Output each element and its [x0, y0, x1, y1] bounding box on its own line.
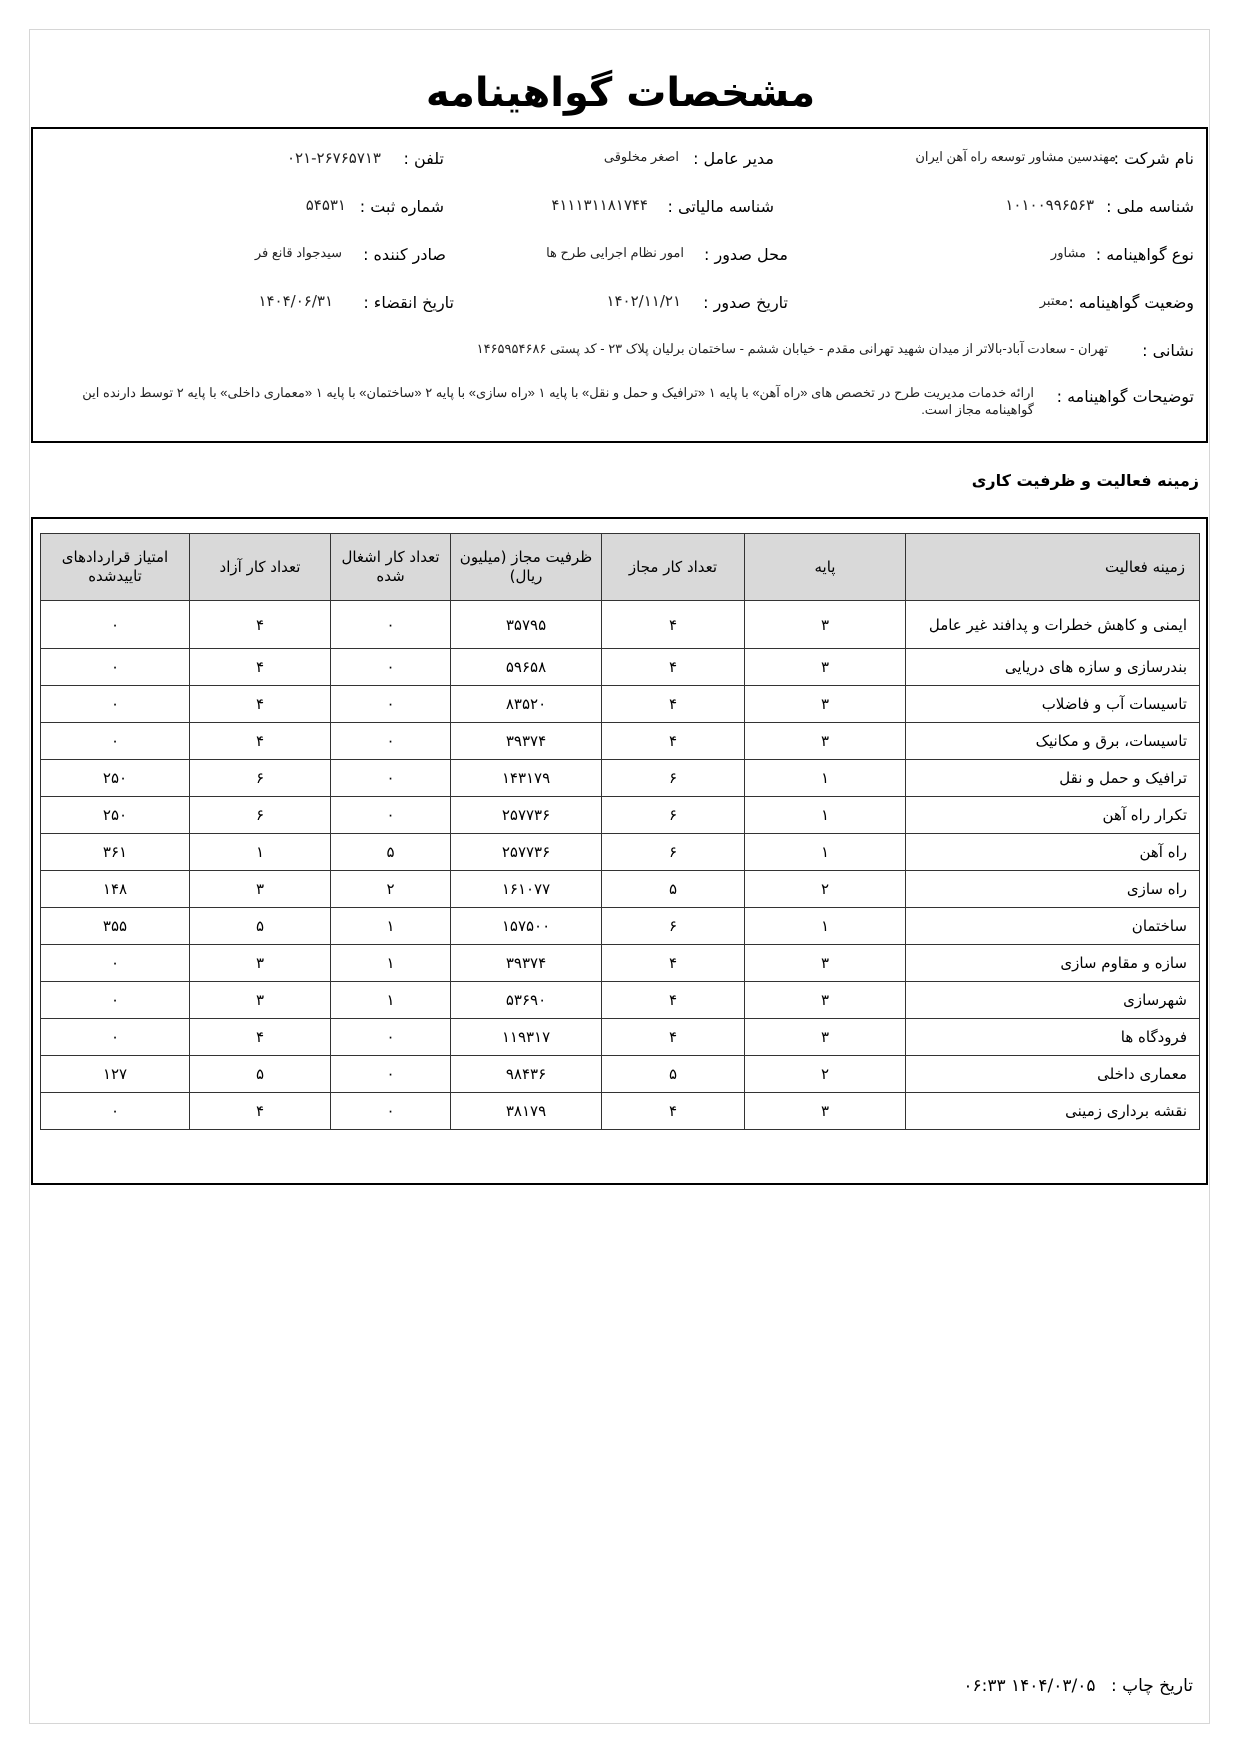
cell-free-jobs: ۶: [190, 797, 331, 834]
cell-free-jobs: ۴: [190, 723, 331, 760]
certificate-page: [29, 29, 1210, 1724]
national-id-label: شناسه ملی :: [1106, 197, 1194, 216]
cell-allowed-capacity: ۳۵۷۹۵: [451, 601, 602, 649]
certificate-type-value: مشاور: [1050, 245, 1086, 260]
issuer-value: سیدجواد قانع فر: [254, 245, 342, 260]
cell-occupied-jobs: ۰: [331, 797, 451, 834]
cell-approved-contract-score: ۰: [41, 649, 190, 686]
cell-free-jobs: ۳: [190, 871, 331, 908]
cell-occupied-jobs: ۱: [331, 982, 451, 1019]
cell-grade: ۳: [745, 601, 906, 649]
expiry-date-value: ۱۴۰۴/۰۶/۳۱: [258, 292, 333, 310]
cell-grade: ۳: [745, 1019, 906, 1056]
table-row: [41, 982, 1200, 1019]
cell-approved-contract-score: ۰: [41, 945, 190, 982]
table-row: [41, 649, 1200, 686]
activity-table-box: [31, 517, 1208, 1185]
table-row: [41, 601, 1200, 649]
table-row: [41, 797, 1200, 834]
cell-approved-contract-score: ۲۵۰: [41, 760, 190, 797]
issue-place-value: امور نظام اجرایی طرح ها: [546, 245, 684, 260]
cell-allowed-jobs: ۵: [602, 871, 745, 908]
cell-occupied-jobs: ۰: [331, 1019, 451, 1056]
cell-activity: راه آهن: [906, 834, 1200, 871]
cell-grade: ۳: [745, 649, 906, 686]
cell-free-jobs: ۴: [190, 601, 331, 649]
expiry-date-label: تاریخ انقضاء :: [363, 293, 454, 312]
page-title: مشخصات گواهینامه: [425, 70, 816, 116]
description-label: توضیحات گواهینامه :: [1056, 387, 1194, 406]
table-row: [41, 1019, 1200, 1056]
cell-occupied-jobs: ۵: [331, 834, 451, 871]
section-title: زمینه فعالیت و ظرفیت کاری: [971, 471, 1199, 490]
address-label: نشانی :: [1142, 341, 1194, 360]
registration-no-value: ۵۴۵۳۱: [305, 196, 346, 214]
issue-date-value: ۱۴۰۲/۱۱/۲۱: [606, 292, 681, 310]
managing-director-label: مدیر عامل :: [693, 149, 774, 168]
cell-free-jobs: ۶: [190, 760, 331, 797]
cell-allowed-jobs: ۴: [602, 1019, 745, 1056]
header-free-jobs: تعداد کار آزاد: [190, 534, 331, 601]
cell-occupied-jobs: ۰: [331, 1056, 451, 1093]
header-approved-contract-score: امتیاز قراردادهای تاییدشده: [41, 534, 190, 601]
issuer-label: صادر کننده :: [363, 245, 446, 264]
cell-occupied-jobs: ۰: [331, 686, 451, 723]
cell-occupied-jobs: ۰: [331, 649, 451, 686]
table-row: [41, 908, 1200, 945]
registration-no-label: شماره ثبت :: [359, 197, 444, 216]
cell-allowed-capacity: ۵۳۶۹۰: [451, 982, 602, 1019]
cell-grade: ۲: [745, 1056, 906, 1093]
header-occupied-jobs: تعداد کار اشغال شده: [331, 534, 451, 601]
print-date-label: تاریخ چاپ :: [1110, 1676, 1193, 1696]
cell-grade: ۱: [745, 834, 906, 871]
cell-allowed-capacity: ۳۸۱۷۹: [451, 1093, 602, 1130]
cell-allowed-capacity: ۱۵۷۵۰۰: [451, 908, 602, 945]
cell-allowed-jobs: ۴: [602, 945, 745, 982]
cell-activity: ساختمان: [906, 908, 1200, 945]
cell-allowed-capacity: ۲۵۷۷۳۶: [451, 834, 602, 871]
cell-activity: معماری داخلی: [906, 1056, 1200, 1093]
cell-grade: ۳: [745, 945, 906, 982]
cell-activity: بندرسازی و سازه های دریایی: [906, 649, 1200, 686]
address-value: تهران - سعادت آباد-بالاتر از میدان شهید تهرانی مقدم - خیابان ششم - ساختمان برلیان پلاک ۲۳ - کد پستی ۱۴۶۵۹۵۴۶۸۶: [476, 341, 1108, 356]
cell-free-jobs: ۴: [190, 686, 331, 723]
cell-allowed-capacity: ۲۵۷۷۳۶: [451, 797, 602, 834]
tax-id-label: شناسه مالیاتی :: [667, 197, 774, 216]
cell-grade: ۳: [745, 1093, 906, 1130]
issue-place-label: محل صدور :: [703, 245, 788, 264]
cell-allowed-jobs: ۶: [602, 797, 745, 834]
cell-free-jobs: ۴: [190, 1019, 331, 1056]
cell-approved-contract-score: ۰: [41, 1093, 190, 1130]
cell-activity: تاسیسات آب و فاضلاب: [906, 686, 1200, 723]
certificate-status-label: وضعیت گواهینامه :: [1068, 293, 1194, 312]
cell-allowed-capacity: ۳۹۳۷۴: [451, 945, 602, 982]
header-grade: پایه: [745, 534, 906, 601]
cell-activity: شهرسازی: [906, 982, 1200, 1019]
cell-approved-contract-score: ۱۲۷: [41, 1056, 190, 1093]
print-date-line: [963, 1676, 1193, 1696]
cell-free-jobs: ۳: [190, 945, 331, 982]
cell-allowed-jobs: ۴: [602, 649, 745, 686]
table-row: [41, 1093, 1200, 1130]
cell-allowed-jobs: ۴: [602, 982, 745, 1019]
cell-approved-contract-score: ۰: [41, 601, 190, 649]
issue-date-label: تاریخ صدور :: [703, 293, 788, 312]
cell-occupied-jobs: ۱: [331, 908, 451, 945]
cell-approved-contract-score: ۲۵۰: [41, 797, 190, 834]
cell-free-jobs: ۴: [190, 1093, 331, 1130]
cell-allowed-capacity: ۵۹۶۵۸: [451, 649, 602, 686]
cell-activity: راه سازی: [906, 871, 1200, 908]
cell-allowed-capacity: ۱۱۹۳۱۷: [451, 1019, 602, 1056]
certificate-type-label: نوع گواهینامه :: [1095, 245, 1194, 264]
cell-grade: ۱: [745, 760, 906, 797]
cell-free-jobs: ۵: [190, 908, 331, 945]
cell-allowed-jobs: ۴: [602, 686, 745, 723]
cell-activity: تکرار راه آهن: [906, 797, 1200, 834]
cell-occupied-jobs: ۰: [331, 601, 451, 649]
cell-allowed-jobs: ۴: [602, 723, 745, 760]
cell-occupied-jobs: ۰: [331, 1093, 451, 1130]
company-name-value: مهندسین مشاور توسعه راه آهن ایران: [915, 149, 1116, 164]
activity-table: [40, 533, 1200, 1130]
national-id-value: ۱۰۱۰۰۹۹۶۵۶۳: [1005, 196, 1094, 214]
company-name-label: نام شرکت :: [1113, 149, 1194, 168]
print-date-value: ۱۴۰۴/۰۳/۰۵ ۰۶:۳۳: [963, 1676, 1096, 1696]
cell-occupied-jobs: ۲: [331, 871, 451, 908]
cell-approved-contract-score: ۰: [41, 686, 190, 723]
cell-grade: ۳: [745, 686, 906, 723]
cell-allowed-jobs: ۵: [602, 1056, 745, 1093]
cell-grade: ۱: [745, 908, 906, 945]
certificate-info-box: [31, 127, 1208, 443]
table-row: [41, 686, 1200, 723]
cell-grade: ۳: [745, 982, 906, 1019]
cell-approved-contract-score: ۱۴۸: [41, 871, 190, 908]
cell-free-jobs: ۴: [190, 649, 331, 686]
table-row: [41, 945, 1200, 982]
cell-approved-contract-score: ۳۵۵: [41, 908, 190, 945]
table-row: [41, 760, 1200, 797]
cell-occupied-jobs: ۱: [331, 945, 451, 982]
cell-allowed-capacity: ۹۸۴۳۶: [451, 1056, 602, 1093]
table-row: [41, 1056, 1200, 1093]
cell-grade: ۲: [745, 871, 906, 908]
description-value: ارائه خدمات مدیریت طرح در تخصص های «راه آهن» با پایه ۱ «ترافیک و حمل و نقل» با پایه ۱ «راه سازی» با پایه ۲ «ساختمان» با پایه ۱ «معماری داخلی» با پایه ۲ توسط دارنده این گواهینامه مجاز است.: [82, 385, 1034, 417]
cell-free-jobs: ۱: [190, 834, 331, 871]
cell-activity: سازه و مقاوم سازی: [906, 945, 1200, 982]
cell-allowed-capacity: ۳۹۳۷۴: [451, 723, 602, 760]
cell-activity: فرودگاه ها: [906, 1019, 1200, 1056]
managing-director-value: اصغر مخلوقی: [603, 149, 679, 164]
header-activity: زمینه فعالیت: [906, 534, 1200, 601]
cell-grade: ۱: [745, 797, 906, 834]
cell-occupied-jobs: ۰: [331, 760, 451, 797]
cell-allowed-jobs: ۶: [602, 760, 745, 797]
cell-activity: ایمنی و کاهش خطرات و پدافند غیر عامل: [906, 601, 1200, 649]
cell-allowed-capacity: ۱۶۱۰۷۷: [451, 871, 602, 908]
table-row: [41, 834, 1200, 871]
cell-activity: ترافیک و حمل و نقل: [906, 760, 1200, 797]
cell-approved-contract-score: ۰: [41, 723, 190, 760]
cell-approved-contract-score: ۰: [41, 982, 190, 1019]
cell-activity: تاسیسات، برق و مکانیک: [906, 723, 1200, 760]
cell-approved-contract-score: ۳۶۱: [41, 834, 190, 871]
cell-occupied-jobs: ۰: [331, 723, 451, 760]
certificate-status-value: معتبر: [1039, 293, 1068, 308]
cell-activity: نقشه برداری زمینی: [906, 1093, 1200, 1130]
cell-allowed-jobs: ۶: [602, 834, 745, 871]
cell-allowed-jobs: ۴: [602, 1093, 745, 1130]
cell-free-jobs: ۵: [190, 1056, 331, 1093]
cell-allowed-capacity: ۸۳۵۲۰: [451, 686, 602, 723]
phone-value: ۰۲۱-۲۶۷۶۵۷۱۳: [286, 149, 381, 167]
cell-allowed-jobs: ۶: [602, 908, 745, 945]
header-allowed-jobs: تعداد کار مجاز: [602, 534, 745, 601]
cell-free-jobs: ۳: [190, 982, 331, 1019]
table-row: [41, 871, 1200, 908]
table-body: [41, 601, 1200, 1130]
cell-allowed-jobs: ۴: [602, 601, 745, 649]
phone-label: تلفن :: [403, 149, 444, 168]
header-allowed-capacity: ظرفیت مجاز (میلیون ریال): [451, 534, 602, 601]
cell-grade: ۳: [745, 723, 906, 760]
cell-approved-contract-score: ۰: [41, 1019, 190, 1056]
table-row: [41, 723, 1200, 760]
table-header-row: [41, 534, 1200, 601]
tax-id-value: ۴۱۱۱۳۱۱۸۱۷۴۴: [551, 196, 648, 214]
cell-allowed-capacity: ۱۴۳۱۷۹: [451, 760, 602, 797]
